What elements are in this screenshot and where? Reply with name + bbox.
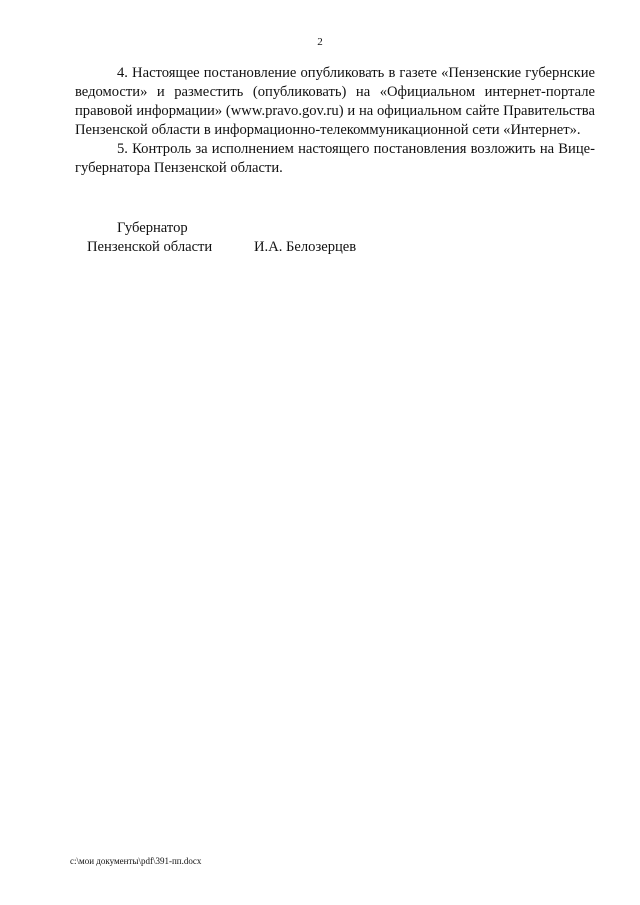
paragraph-control: 5. Контроль за исполнением настоящего постановления возложить на Вице-губернатора Пензенской области. bbox=[75, 141, 595, 176]
signatory-title-line2: Пензенской области bbox=[87, 239, 213, 255]
document-body bbox=[75, 64, 595, 178]
signatory-name: И.А. Белозерцев bbox=[254, 239, 357, 255]
signatory-title-line1: Губернатор bbox=[117, 220, 188, 236]
page-number: 2 bbox=[317, 36, 323, 48]
paragraph-publication: 4. Настоящее постановление опубликовать в газете «Пензенские губернские ведомости» и разместить (опубликовать) на «Официальном интернет-портале правовой информации» (www.pravo.gov.ru) и на официальном сайте Правительства Пензенской области в информационно-телекоммуникационной сети «Интернет». bbox=[75, 65, 595, 138]
footer-file-path: c:\мои документы\pdf\391-пп.docx bbox=[70, 856, 202, 866]
